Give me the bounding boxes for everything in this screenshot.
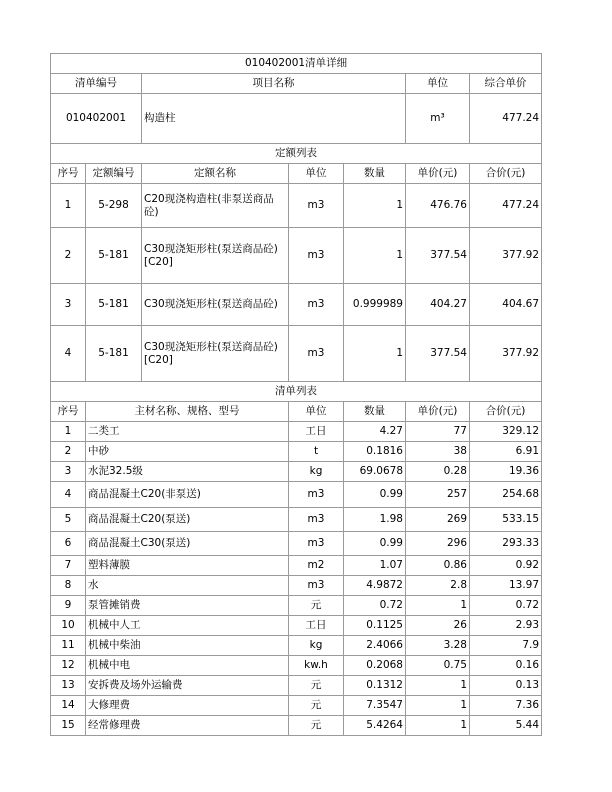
item-unit: m³ <box>406 94 470 144</box>
material-total: 329.12 <box>470 422 542 442</box>
material-row <box>51 422 542 442</box>
material-price: 269 <box>406 508 470 532</box>
material-name: 中砂 <box>86 442 289 462</box>
quota-code: 5-181 <box>86 284 142 326</box>
material-total: 7.9 <box>470 636 542 656</box>
quota-col-unit: 单位 <box>289 164 344 184</box>
quota-qty: 1 <box>344 184 406 228</box>
material-no: 7 <box>51 556 86 576</box>
material-price: 257 <box>406 482 470 508</box>
item-code: 010402001 <box>51 94 142 144</box>
material-unit: m3 <box>289 576 344 596</box>
material-qty: 1.07 <box>344 556 406 576</box>
material-price: 296 <box>406 532 470 556</box>
quota-qty: 1 <box>344 228 406 284</box>
material-name: 安拆费及场外运输费 <box>86 676 289 696</box>
material-header-row <box>51 402 542 422</box>
quota-price: 377.54 <box>406 326 470 382</box>
material-total: 0.92 <box>470 556 542 576</box>
material-name: 泵管摊销费 <box>86 596 289 616</box>
quota-col-name: 定额名称 <box>142 164 289 184</box>
quota-code: 5-181 <box>86 326 142 382</box>
item-name: 构造柱 <box>142 94 406 144</box>
material-name: 机械中电 <box>86 656 289 676</box>
quota-col-qty: 数量 <box>344 164 406 184</box>
quota-no: 2 <box>51 228 86 284</box>
material-col-total: 合价(元) <box>470 402 542 422</box>
material-row <box>51 462 542 482</box>
quota-unit: m3 <box>289 284 344 326</box>
quota-col-code: 定额编号 <box>86 164 142 184</box>
quota-name: C30现浇矩形柱(泵送商品砼)[C20] <box>142 326 289 382</box>
quota-price: 404.27 <box>406 284 470 326</box>
material-row <box>51 596 542 616</box>
material-row <box>51 508 542 532</box>
quota-col-price: 单价(元) <box>406 164 470 184</box>
material-no: 3 <box>51 462 86 482</box>
material-total: 5.44 <box>470 716 542 736</box>
material-price: 3.28 <box>406 636 470 656</box>
material-unit: m3 <box>289 508 344 532</box>
material-unit: t <box>289 442 344 462</box>
material-unit: 元 <box>289 696 344 716</box>
material-name: 水 <box>86 576 289 596</box>
material-total: 0.16 <box>470 656 542 676</box>
sheet-title: 010402001清单详细 <box>51 54 542 74</box>
material-unit: 工日 <box>289 422 344 442</box>
material-col-qty: 数量 <box>344 402 406 422</box>
material-unit: m3 <box>289 532 344 556</box>
material-price: 77 <box>406 422 470 442</box>
quota-total: 477.24 <box>470 184 542 228</box>
material-qty: 1.98 <box>344 508 406 532</box>
material-total: 0.13 <box>470 676 542 696</box>
quota-unit: m3 <box>289 184 344 228</box>
material-row <box>51 556 542 576</box>
material-qty: 2.4066 <box>344 636 406 656</box>
material-total: 293.33 <box>470 532 542 556</box>
title-row <box>51 54 542 74</box>
material-no: 10 <box>51 616 86 636</box>
material-price: 1 <box>406 716 470 736</box>
quota-name: C30现浇矩形柱(泵送商品砼) <box>142 284 289 326</box>
material-unit: 元 <box>289 596 344 616</box>
material-row <box>51 636 542 656</box>
material-no: 14 <box>51 696 86 716</box>
material-no: 2 <box>51 442 86 462</box>
quota-no: 1 <box>51 184 86 228</box>
material-name: 商品混凝土C20(泵送) <box>86 508 289 532</box>
material-no: 6 <box>51 532 86 556</box>
quota-header-row <box>51 164 542 184</box>
material-row <box>51 656 542 676</box>
material-name: 大修理费 <box>86 696 289 716</box>
material-qty: 0.99 <box>344 532 406 556</box>
material-col-price: 单价(元) <box>406 402 470 422</box>
material-qty: 0.1125 <box>344 616 406 636</box>
material-row <box>51 616 542 636</box>
quota-row <box>51 228 542 284</box>
material-qty: 4.9872 <box>344 576 406 596</box>
material-name: 商品混凝土C30(泵送) <box>86 532 289 556</box>
material-row <box>51 716 542 736</box>
material-qty: 0.99 <box>344 482 406 508</box>
material-no: 8 <box>51 576 86 596</box>
material-name: 经常修理费 <box>86 716 289 736</box>
material-qty: 0.2068 <box>344 656 406 676</box>
material-qty: 0.1312 <box>344 676 406 696</box>
material-no: 15 <box>51 716 86 736</box>
material-unit: 工日 <box>289 616 344 636</box>
quota-row <box>51 284 542 326</box>
material-name: 机械中人工 <box>86 616 289 636</box>
material-unit: kw.h <box>289 656 344 676</box>
header-unit: 单位 <box>406 74 470 94</box>
quota-code: 5-298 <box>86 184 142 228</box>
material-col-name: 主材名称、规格、型号 <box>86 402 289 422</box>
material-total: 254.68 <box>470 482 542 508</box>
material-no: 1 <box>51 422 86 442</box>
material-name: 商品混凝土C20(非泵送) <box>86 482 289 508</box>
material-price: 0.86 <box>406 556 470 576</box>
material-total: 13.97 <box>470 576 542 596</box>
material-price: 26 <box>406 616 470 636</box>
material-no: 11 <box>51 636 86 656</box>
material-section-title: 清单列表 <box>51 382 542 402</box>
material-section-title-row <box>51 382 542 402</box>
material-unit: m2 <box>289 556 344 576</box>
quota-section-title-row <box>51 144 542 164</box>
quota-col-no: 序号 <box>51 164 86 184</box>
material-no: 5 <box>51 508 86 532</box>
item-header-row <box>51 74 542 94</box>
quota-no: 3 <box>51 284 86 326</box>
material-no: 13 <box>51 676 86 696</box>
material-price: 1 <box>406 696 470 716</box>
header-name: 项目名称 <box>142 74 406 94</box>
material-total: 533.15 <box>470 508 542 532</box>
material-no: 4 <box>51 482 86 508</box>
material-unit: 元 <box>289 676 344 696</box>
material-qty: 7.3547 <box>344 696 406 716</box>
material-unit: kg <box>289 462 344 482</box>
header-price: 综合单价 <box>470 74 542 94</box>
quota-qty: 0.999989 <box>344 284 406 326</box>
material-price: 2.8 <box>406 576 470 596</box>
material-name: 二类工 <box>86 422 289 442</box>
material-qty: 69.0678 <box>344 462 406 482</box>
header-code: 清单编号 <box>51 74 142 94</box>
material-row <box>51 576 542 596</box>
material-row <box>51 696 542 716</box>
quota-total: 377.92 <box>470 228 542 284</box>
material-name: 机械中柴油 <box>86 636 289 656</box>
quota-name: C20现浇构造柱(非泵送商品砼) <box>142 184 289 228</box>
material-total: 6.91 <box>470 442 542 462</box>
quota-no: 4 <box>51 326 86 382</box>
item-price: 477.24 <box>470 94 542 144</box>
quota-name: C30现浇矩形柱(泵送商品砼)[C20] <box>142 228 289 284</box>
material-name: 塑料薄膜 <box>86 556 289 576</box>
material-row <box>51 676 542 696</box>
material-unit: m3 <box>289 482 344 508</box>
quota-col-total: 合价(元) <box>470 164 542 184</box>
material-name: 水泥32.5级 <box>86 462 289 482</box>
material-row <box>51 442 542 462</box>
material-no: 12 <box>51 656 86 676</box>
bill-detail-table <box>50 53 542 736</box>
material-price: 1 <box>406 596 470 616</box>
material-price: 0.75 <box>406 656 470 676</box>
material-price: 38 <box>406 442 470 462</box>
material-col-unit: 单位 <box>289 402 344 422</box>
quota-section-title: 定额列表 <box>51 144 542 164</box>
quota-qty: 1 <box>344 326 406 382</box>
quota-code: 5-181 <box>86 228 142 284</box>
material-no: 9 <box>51 596 86 616</box>
material-qty: 4.27 <box>344 422 406 442</box>
material-total: 7.36 <box>470 696 542 716</box>
material-col-no: 序号 <box>51 402 86 422</box>
material-qty: 0.1816 <box>344 442 406 462</box>
material-price: 1 <box>406 676 470 696</box>
material-price: 0.28 <box>406 462 470 482</box>
quota-total: 404.67 <box>470 284 542 326</box>
material-qty: 5.4264 <box>344 716 406 736</box>
material-total: 19.36 <box>470 462 542 482</box>
quota-price: 476.76 <box>406 184 470 228</box>
material-total: 2.93 <box>470 616 542 636</box>
quota-price: 377.54 <box>406 228 470 284</box>
quota-unit: m3 <box>289 326 344 382</box>
quota-unit: m3 <box>289 228 344 284</box>
quota-total: 377.92 <box>470 326 542 382</box>
material-row <box>51 532 542 556</box>
quota-row <box>51 326 542 382</box>
material-total: 0.72 <box>470 596 542 616</box>
quota-row <box>51 184 542 228</box>
material-row <box>51 482 542 508</box>
material-unit: 元 <box>289 716 344 736</box>
material-unit: kg <box>289 636 344 656</box>
material-qty: 0.72 <box>344 596 406 616</box>
item-row <box>51 94 542 144</box>
